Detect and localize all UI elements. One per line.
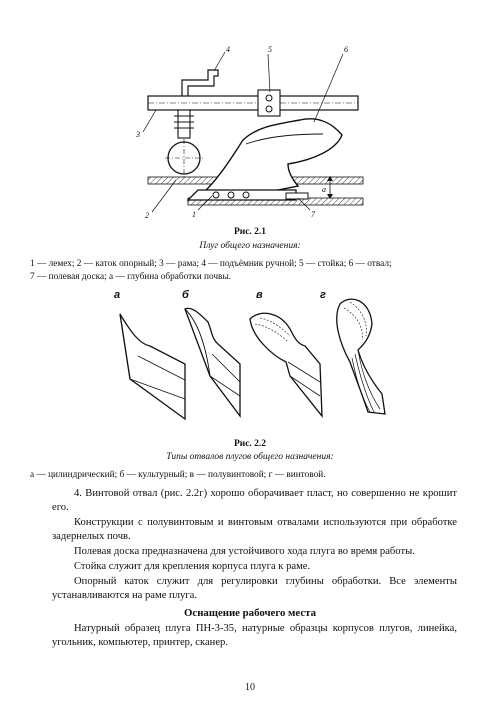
figure2-subcaption: Типы отвалов плугов общего назначения: xyxy=(166,452,334,462)
section-text: Натурный образец плуга ПН-3-35, натурные образцы корпусов плугов, линейка, угольник, компьютер, принтер, сканер. xyxy=(52,623,457,649)
plough-share xyxy=(188,190,296,200)
moldboard-cultural xyxy=(185,308,240,416)
figure2-caption: Рис. 2.2 xyxy=(233,439,267,449)
figure1-subcaption: Плуг общего назначения: xyxy=(199,241,301,251)
moldboard-semi-helical xyxy=(250,313,322,416)
moldboard xyxy=(198,119,342,198)
label-5: 5 xyxy=(268,45,272,54)
page-number: 10 xyxy=(245,682,255,693)
paragraph-roller: Опорный каток служит для регулировки глубины обработки. Все элементы устанавливаются на раме плуга. xyxy=(52,576,457,602)
label-1: 1 xyxy=(192,210,196,219)
label-7: 7 xyxy=(311,210,315,219)
paragraph-stand: Стойка служит для крепления корпуса плуга к раме. xyxy=(74,561,311,572)
figure-plough-diagram xyxy=(118,40,378,225)
label-6: 6 xyxy=(344,45,348,54)
figure1-legend-line1: 1 — лемех; 2 — каток опорный; 3 — рама; 4 — подъёмник ручной; 5 — стойка; 6 — отвал; xyxy=(30,259,392,269)
figure1-caption: Рис. 2.1 xyxy=(233,227,267,237)
label-2: 2 xyxy=(145,211,149,220)
paragraph-constructions: Конструкции с полувинтовым и винтовым отвалами используются при обработке задернелых почв. xyxy=(52,517,457,543)
label-type-g: г xyxy=(320,289,326,301)
label-type-b: б xyxy=(182,289,189,301)
manual-lift xyxy=(182,70,218,96)
figure-moldboard-types xyxy=(100,284,400,442)
paragraph-landside: Полевая доска предназначена для устойчивого хода плуга во время работы. xyxy=(74,546,415,557)
paragraph-helical: 4. Винтовой отвал (рис. 2.2г) хорошо оборачивает пласт, но совершенно не крошит его. xyxy=(52,488,457,514)
label-type-v: в xyxy=(256,289,263,301)
moldboard-cylindrical xyxy=(120,314,185,419)
label-3: 3 xyxy=(136,130,140,139)
moldboard-helical xyxy=(337,299,385,414)
label-type-a: а xyxy=(114,289,121,301)
figure1-legend-line2: 7 — полевая доска; а — глубина обработки почвы. xyxy=(30,272,232,282)
label-4: 4 xyxy=(226,45,230,54)
section-heading: Оснащение рабочего места xyxy=(184,607,316,619)
label-a: а xyxy=(322,185,326,194)
landside xyxy=(286,193,308,199)
figure2-legend: а — цилиндрический; б — культурный; в — полувинтовой; г — винтовой. xyxy=(30,470,326,480)
